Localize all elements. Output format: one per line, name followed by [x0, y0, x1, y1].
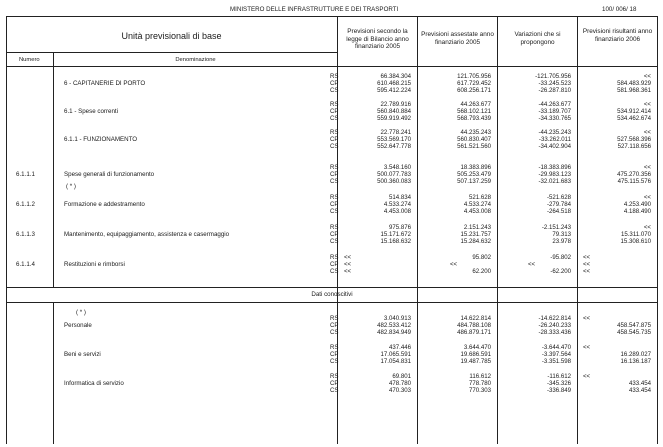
row-col1: 975.876 15.171.672 15.168.632 [380, 224, 411, 246]
row-col2: 2.151.243 15.231.757 15.284.632 [460, 224, 491, 246]
row-col3: -95.802 << -62.200 [528, 254, 571, 276]
row-col3: -18.383.896 -29.983.123 -32.021.683 [538, 164, 571, 186]
row-codes: RS CP CS [330, 164, 339, 186]
col-numero-header: Numero [19, 57, 40, 63]
row-col4: << 15.311.070 15.308.610 [620, 224, 651, 246]
row-label: Spese generali di funzionamento [64, 171, 155, 178]
row-col4: << << << [583, 254, 591, 276]
row-col4: << 4.253.490 4.188.490 [623, 194, 651, 216]
row-col3: -116.612 -345.326 -336.849 [546, 373, 571, 395]
row-codes: RS CP CS [330, 129, 339, 151]
row-col1: 22.778.241 553.569.170 552.647.778 [377, 129, 411, 151]
row-col2: 14.622.814 484.788.108 486.879.171 [457, 315, 491, 337]
row-codes: RS CP CS [330, 224, 339, 246]
row-col1: 22.789.916 560.840.884 559.919.492 [377, 101, 411, 123]
row-col2: 18.383.896 505.253.479 507.137.259 [457, 164, 491, 186]
row-codes: RS CP CS [330, 101, 339, 123]
row-col3: -121.705.956 -33.245.523 -26.287.810 [535, 73, 571, 95]
row-col1: 3.040.913 482.533.412 482.834.949 [377, 315, 411, 337]
row-col3: -521.628 -279.784 -264.518 [546, 194, 571, 216]
table-title: Unità previsionali di base [121, 31, 222, 41]
page-reference: 100/ 006/ 18 [602, 6, 637, 13]
dati-conoscitivi-heading: Dati conoscitivi [311, 291, 353, 298]
row-col4: << 433.454 433.454 [583, 373, 651, 395]
row-label: Informatica di servizio [64, 380, 124, 387]
row-col4: << 534.912.414 534.462.674 [617, 101, 651, 123]
row-col2: 44.263.677 568.102.121 568.793.439 [457, 101, 491, 123]
row-codes: RS CP CS [330, 73, 339, 95]
row-codes: RS CP CS [330, 315, 339, 337]
row-label: Beni e servizi [64, 351, 101, 358]
row-label: Personale [64, 322, 92, 329]
row-label: Mantenimento, equipaggiamento, assistenza e casermaggio [64, 231, 230, 238]
row-col4: << 527.568.396 527.118.656 [617, 129, 651, 151]
row-col3: -3.644.470 -3.397.564 -3.351.598 [541, 344, 571, 366]
row-col1: 69.801 478.780 470.303 [388, 373, 411, 395]
col-header-risultanti-2006: Previsioni risultanti anno finanziario 2006 [582, 28, 653, 43]
row-label: Restituzioni e rimborsi [64, 261, 125, 268]
row-label: 6.1 - Spese correnti [64, 108, 118, 115]
row-col3: -44.235.243 -33.262.011 -34.402.904 [538, 129, 571, 151]
row-codes: RS CP CS [330, 194, 339, 216]
row-label: Formazione e addestramento [64, 201, 145, 208]
row-number: 6.1.1.4 [16, 261, 35, 268]
row-col2: 121.705.956 617.729.452 608.256.171 [457, 73, 491, 95]
row-label: 6 - CAPITANERIE DI PORTO [64, 80, 146, 87]
row-col2: 95.802 << 62.200 [450, 254, 491, 276]
row-col3: -2.151.243 79.313 23.978 [541, 224, 571, 246]
row-codes: RS CP CS [330, 344, 339, 366]
row-col1: << << << [344, 254, 352, 276]
row-label-note: ( * ) [76, 309, 86, 316]
row-col1: 66.384.304 610.468.215 595.412.224 [377, 73, 411, 95]
row-codes: RS CP CS [330, 373, 339, 395]
col-denominazione-header: Denominazione [175, 57, 216, 63]
row-col4: << 16.289.027 16.136.187 [583, 344, 651, 366]
row-col2: 116.612 778.780 770.303 [468, 373, 491, 395]
row-col2: 521.628 4.533.274 4.453.008 [463, 194, 491, 216]
row-col3: -14.622.814 -26.240.233 -28.333.436 [538, 315, 571, 337]
row-label-note: ( * ) [66, 183, 76, 190]
row-col1: 3.548.160 500.077.783 500.360.083 [377, 164, 411, 186]
col-header-variazioni: Variazioni che si propongono [514, 31, 561, 46]
row-col3: -44.263.677 -33.189.707 -34.330.765 [538, 101, 571, 123]
row-number: 6.1.1.1 [16, 171, 35, 178]
row-number: 6.1.1.2 [16, 201, 35, 208]
row-col2: 44.235.243 560.830.407 561.521.560 [457, 129, 491, 151]
row-col1: 437.446 17.065.591 17.054.831 [380, 344, 411, 366]
row-col1: 514.834 4.533.274 4.453.008 [383, 194, 411, 216]
col-header-assestate-2005: Previsioni assestate anno finanziario 2005 [421, 31, 494, 46]
row-codes: RS CP CS [330, 254, 339, 276]
row-col4: << 584.483.929 581.968.361 [617, 73, 651, 95]
ministry-header: MINISTERO DELLE INFRASTRUTTURE E DEI TRASPORTI [230, 6, 399, 13]
row-number: 6.1.1.3 [16, 231, 35, 238]
row-label: 6.1.1 - FUNZIONAMENTO [64, 136, 138, 143]
row-col2: 3.644.470 19.686.591 19.487.785 [460, 344, 491, 366]
row-col4: << 458.547.875 458.545.735 [583, 315, 651, 337]
col-header-bilancio-2005: Previsioni secondo la legge di Bilancio anno finanziario 2005 [346, 28, 409, 50]
row-col4: << 475.270.356 475.115.576 [617, 164, 651, 186]
